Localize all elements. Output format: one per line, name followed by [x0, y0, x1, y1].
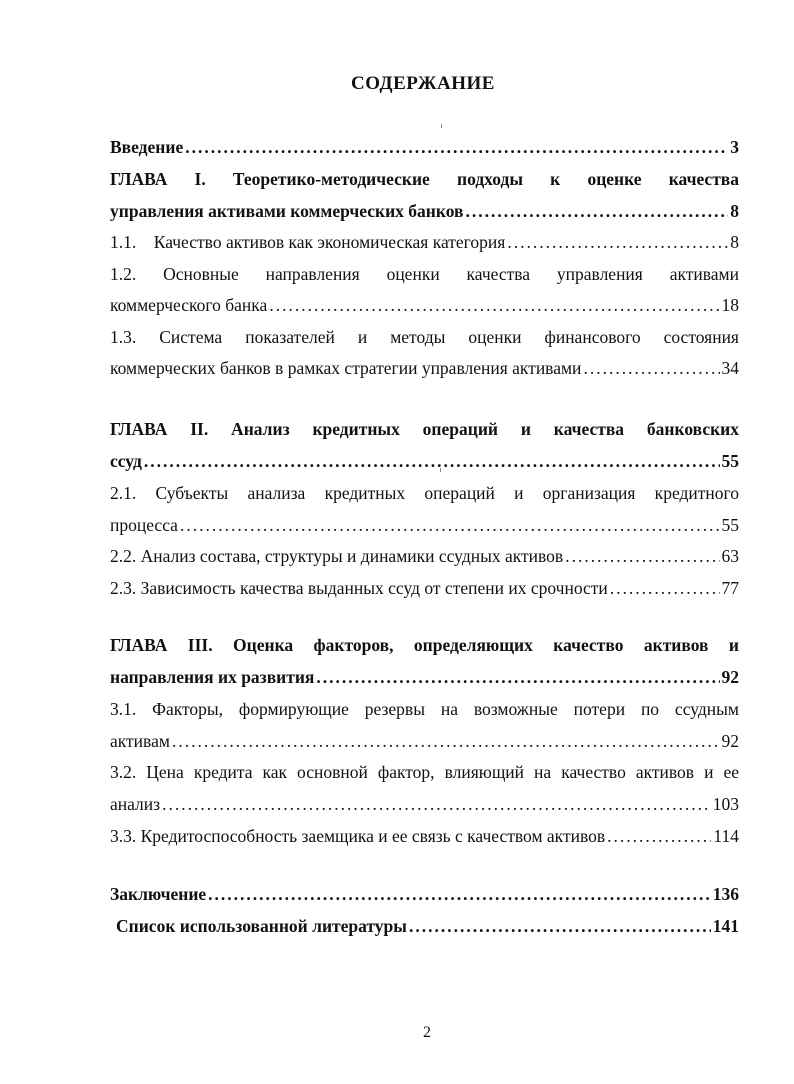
toc-entry-label: 2.3. Зависимость качества выданных ссуд от степени их срочности [110, 578, 608, 598]
toc-entry-3-2 [110, 792, 739, 816]
leader-dots [185, 135, 728, 159]
leader-dots [565, 544, 719, 568]
toc-page-number: 18 [721, 295, 739, 315]
toc-entry-1-2-line1: 1.2. Основные направления оценки качества управления активами [110, 264, 739, 284]
toc-entry-3-3 [110, 824, 739, 848]
toc-page-number: 8 [730, 201, 739, 221]
toc-chapter-3-heading: ГЛАВА III. Оценка факторов, определяющих качество активов и [110, 635, 739, 655]
toc-entry-chapter-1 [110, 199, 739, 223]
toc-entry-label: процесса [110, 515, 178, 535]
toc-entry-2-3 [110, 576, 739, 600]
leader-dots [583, 356, 719, 380]
toc-entry-conclusion [110, 882, 739, 906]
toc-entry-label: 2.2. Анализ состава, структуры и динамики ссудных активов [110, 546, 564, 566]
toc-chapter-1-heading: ГЛАВА I. Теоретико-методические подходы к оценке качества [110, 169, 739, 189]
toc-page-number: 103 [712, 794, 739, 814]
toc-entry-label: управления активами коммерческих банков [110, 201, 464, 221]
toc-page-number: 92 [721, 731, 739, 751]
scan-speck [441, 124, 442, 128]
toc-entry-label: коммерческих банков в рамках стратегии управления активами [110, 358, 582, 378]
toc-chapter-2-heading: ГЛАВА II. Анализ кредитных операций и качества банковских [110, 419, 739, 439]
page-title: СОДЕРЖАНИЕ [351, 73, 495, 94]
toc-entry-1-1 [110, 230, 739, 254]
toc-page-number: 92 [721, 667, 739, 687]
toc-entry-label: направления их развития [110, 667, 315, 687]
toc-entry-2-2 [110, 544, 739, 568]
toc-entry-1-2 [110, 293, 739, 317]
toc-entry-1-3 [110, 356, 739, 380]
leader-dots [269, 293, 719, 317]
leader-dots [316, 665, 719, 689]
toc-entry-label: активам [110, 731, 170, 751]
leader-dots [208, 882, 711, 906]
leader-dots [466, 199, 729, 223]
toc-entry-chapter-2 [110, 449, 739, 473]
leader-dots [172, 729, 720, 753]
toc-page-number: 141 [712, 916, 739, 936]
toc-entry-label: анализ [110, 794, 161, 814]
toc-page-number: 3 [730, 137, 739, 157]
toc-entry-label: ссуд [110, 451, 142, 471]
leader-dots [162, 792, 711, 816]
toc-entry-references [116, 914, 739, 938]
toc-entry-label: 1.1. Качество активов как экономическая категория [110, 232, 506, 252]
toc-page-number: 55 [721, 515, 739, 535]
toc-entry-2-1 [110, 513, 739, 537]
leader-dots [144, 449, 720, 473]
toc-entry-label: Список использованной литературы [116, 916, 407, 936]
toc-page-number: 8 [730, 232, 739, 252]
toc-entry-3-1-line1: 3.1. Факторы, формирующие резервы на возможные потери по ссудным [110, 699, 739, 719]
leader-dots [507, 230, 728, 254]
leader-dots [607, 824, 711, 848]
leader-dots [610, 576, 720, 600]
toc-entry-label: коммерческого банка [110, 295, 268, 315]
toc-page-number: 114 [713, 826, 739, 846]
toc-entry-2-1-line1: 2.1. Субъекты анализа кредитных операций и организация кредитного [110, 483, 739, 503]
toc-page-number: 55 [721, 451, 739, 471]
toc-page-number: 77 [721, 578, 739, 598]
toc-entry-intro [110, 135, 739, 159]
page-number: 2 [423, 1024, 431, 1041]
toc-entry-3-1 [110, 729, 739, 753]
leader-dots [180, 513, 720, 537]
toc-entry-1-3-line1: 1.3. Система показателей и методы оценки финансового состояния [110, 327, 739, 347]
toc-entry-3-2-line1: 3.2. Цена кредита как основной фактор, влияющий на качество активов и ее [110, 762, 739, 782]
toc-page-number: 34 [721, 358, 739, 378]
toc-entry-chapter-3 [110, 665, 739, 689]
toc-entry-label: 3.3. Кредитоспособность заемщика и ее связь с качеством активов [110, 826, 606, 846]
toc-page-number: 136 [712, 884, 739, 904]
toc-entry-label: Введение [110, 137, 184, 157]
leader-dots [409, 914, 711, 938]
toc-page-number: 63 [721, 546, 739, 566]
toc-entry-label: Заключение [110, 884, 207, 904]
